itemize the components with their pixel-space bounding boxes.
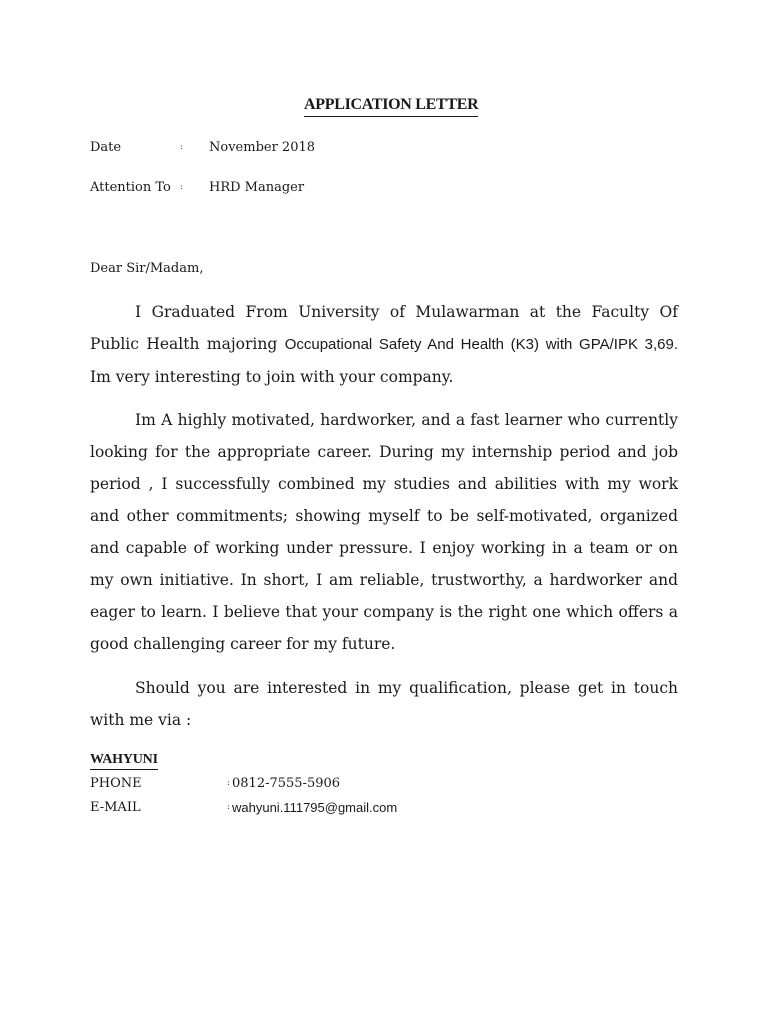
paragraph-intro-tail: Im very interesting to join with your company. bbox=[90, 368, 454, 386]
paragraph-intro-highlight: Occupational Safety And Health (K3) with GPA/IPK 3,69. bbox=[284, 336, 678, 353]
phone-label: PHONE bbox=[90, 776, 142, 791]
date-value: November 2018 bbox=[209, 140, 316, 155]
date-separator: : bbox=[180, 142, 183, 151]
attention-label: Attention To bbox=[90, 180, 171, 195]
paragraph-intro bbox=[90, 296, 678, 393]
date-label: Date bbox=[90, 140, 122, 155]
salutation: Dear Sir/Madam, bbox=[90, 261, 204, 276]
phone-separator: : bbox=[227, 778, 230, 787]
paragraph-contact-request: Should you are interested in my qualification, please get in touch with me via : bbox=[90, 679, 678, 729]
email-label: E-MAIL bbox=[90, 800, 141, 815]
email-separator: : bbox=[227, 802, 230, 811]
phone-value: 0812-7555-5906 bbox=[232, 776, 341, 791]
email-value: wahyuni.111795@gmail.com bbox=[232, 800, 398, 815]
paragraph-intro-lead: I Graduated From University of Mulawarman at the Faculty Of Public Health majoring bbox=[90, 303, 678, 353]
signature-name: WAHYUNI bbox=[90, 752, 158, 770]
letter-title: APPLICATION LETTER bbox=[304, 96, 478, 117]
attention-value: HRD Manager bbox=[209, 180, 305, 195]
attention-separator: : bbox=[180, 182, 183, 191]
paragraph-profile: Im A highly motivated, hardworker, and a fast learner who currently looking for the appropriate career. During my internship period and job period , I successfully combined my studies and abilities with my work and other commitments; showing myself to be self-motivated, organized and capable of working under pressure. I enjoy working in a team or on my own initiative. In short, I am reliable, trustworthy, a hardworker and eager to learn. I believe that your company is the right one which offers a good challenging career for my future. bbox=[90, 411, 678, 653]
